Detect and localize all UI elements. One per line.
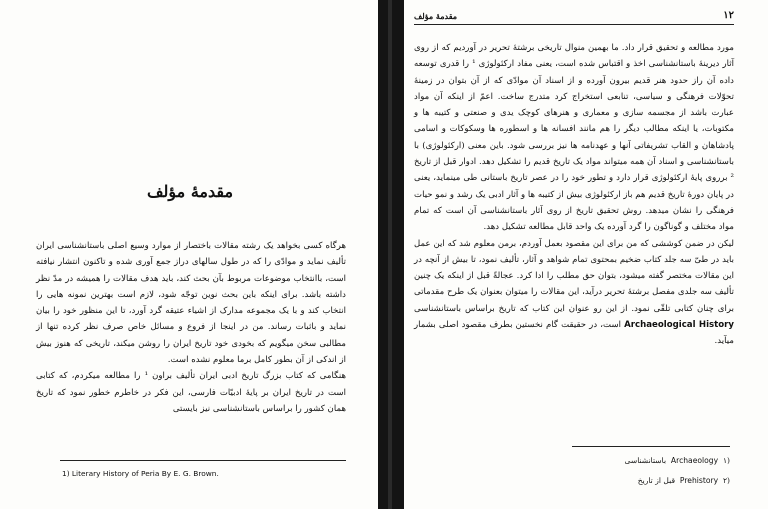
closing-text: است، در حقیقت گام نخستین بطرف مقصود اصلی بشمار میآید. xyxy=(414,320,734,347)
footnote-persian: قبل از تاریخ xyxy=(637,476,676,485)
footnote-english: Prehistory xyxy=(679,476,719,485)
footnote-rule xyxy=(572,446,730,447)
footnote-marker: (۱ xyxy=(722,456,730,465)
right-paragraph-1: مورد مطالعه و تحقیق قرار داد. ما بهمین منوال تاریخی برشتهٔ تحریر در آوردیم که از روی آثار دیرینهٔ باستانشناسی اخذ و اقتباس شده است، یعنی مفاد ارکئولوژی ¹ را قدری توسعه داده آن راز حدود هنر قدیم بیرون آورده و از اسناد آن موادّی که از آن بتوان در زمینهٔ تحوّلات فرهنگی و سیاسی، تنابعی استخراج کرد متدرج ساخت. اعمّ از اینکه آن مواد عبارت باشد از مجسمه سازی و معماری و هنرهای کوچک یدی و صنعتی و کتیبه ها و مکتوبات، یا اینکه مطالب دیگر را هم مانند افسانه ها و اسطوره ها وسکوکات و اسامی پادشاهان و القاب تشریفاتی آنها و عهدنامه ها نیز بررسی شود. باین معنی (ارکئولوژی) با باستانشناسی و اسناد آن همه میتواند مواد یک تاریخ قدیم را تشکیل دهد. ادوار قبل از تاریخ ² برروی پایهٔ ارکئولوژی قرار دارد و تطور خود را در عصر تاریخ باستانی طی مینماید، یعنی در پایان دورهٔ تاریخ قدیم هم باز ارکئولوژی بیش از کتیبه ها و آثار ادبی یک رشد و نمو حیات فرهنگی را نشان میدهد. روش تحقیق تاریخ از روی آثار باستانشناسی آن است که تمام مواد مختلف و گوناگون را گرد آورده یک واحد قابل مطالعه تشکیل دهد. xyxy=(414,43,734,233)
left-footnote: 1) Literary History of Peria By E. G. Brown. xyxy=(62,469,219,478)
right-paragraph-2-text: لیکن در ضمن کوششی که من برای این مقصود بعمل آوردم، برمن معلوم شد که این عمل باید در طیّ سه جلد کتاب ضخیم بمحتوی تمام شواهد و آثار، تألیف نمود، تا بیش از آنچه در این مقالات مختصر گفته میشود، بتوان حق مطلب را ادا کرد. عجالةً قبل از اینکه یک چنین تألیف سه جلدی مفصل برشتهٔ تحریر درآید، این مقالات را میتوان بعنوان یک طرح مقدماتی برای چنان کتابی تلقّی نمود. از این رو عنوان این کتاب که تاریخ براساس باستانشناسی xyxy=(414,238,734,314)
footnote-english: Archaeology xyxy=(670,456,719,465)
right-body-text xyxy=(414,40,734,350)
footnote-2 xyxy=(638,476,730,485)
left-paragraph-1: هرگاه کسی بخواهد یک رشته مقالات باختصار از موارد وسیع اصلی باستانشناسی ایران تألیف نماید و موادّی را که در طول سالهای دراز جمع آوری شده و تاکنون انتشار نیافته است، باانتخاب موضوعات مربوط بآن بحث کند، باید هدف مقالات را همیشه در مدّ نظر داشته باشد. برای اینکه باین بحث نوین توجّه شود، لازم است بهترین نمونه هایی را انتخاب کند و با یک مجموعه مدارک از اشیاء عتیقه گرد آورد، تا این منظور خود را بیان نماید و باثبات رساند. من در اینجا از فروع و مسائل خاص صرف نظر کرده تنها از مطالبی سخن میگویم که بخودی خود تاریخ ایران را روشن میکند، تاریخی که هنوز بیش از اندکی از آن بطور کامل برما معلوم نشده است. xyxy=(36,241,346,366)
footnote-marker: (۲ xyxy=(722,476,730,485)
left-page xyxy=(0,0,378,509)
page-number: ۱۲ xyxy=(723,10,734,21)
gutter-shadow xyxy=(388,0,392,509)
book-title-english: Archaeological History xyxy=(624,320,734,331)
left-paragraph-2: هنگامی که کتاب بزرگ تاریخ ادبی ایران تألیف براون ¹ را مطالعه میکردم، که کتابی است در تاریخ ایران بر پایهٔ ادبیّات فارسی، این فکر در خاطرم خطور نمود که تاریخ همان کشور را براساس باستانشناسی نیز بایستی xyxy=(36,371,346,414)
footnote-1 xyxy=(625,456,731,465)
running-head: مقدمهٔ مؤلف xyxy=(414,11,458,21)
footnote-rule xyxy=(60,460,346,461)
left-body-text xyxy=(36,238,346,417)
right-page xyxy=(404,0,768,509)
header-rule xyxy=(414,24,734,25)
chapter-title: مقدمهٔ مؤلف xyxy=(146,182,234,201)
footnote-persian: باستانشناسی xyxy=(624,456,667,465)
right-paragraph-2 xyxy=(414,236,734,350)
